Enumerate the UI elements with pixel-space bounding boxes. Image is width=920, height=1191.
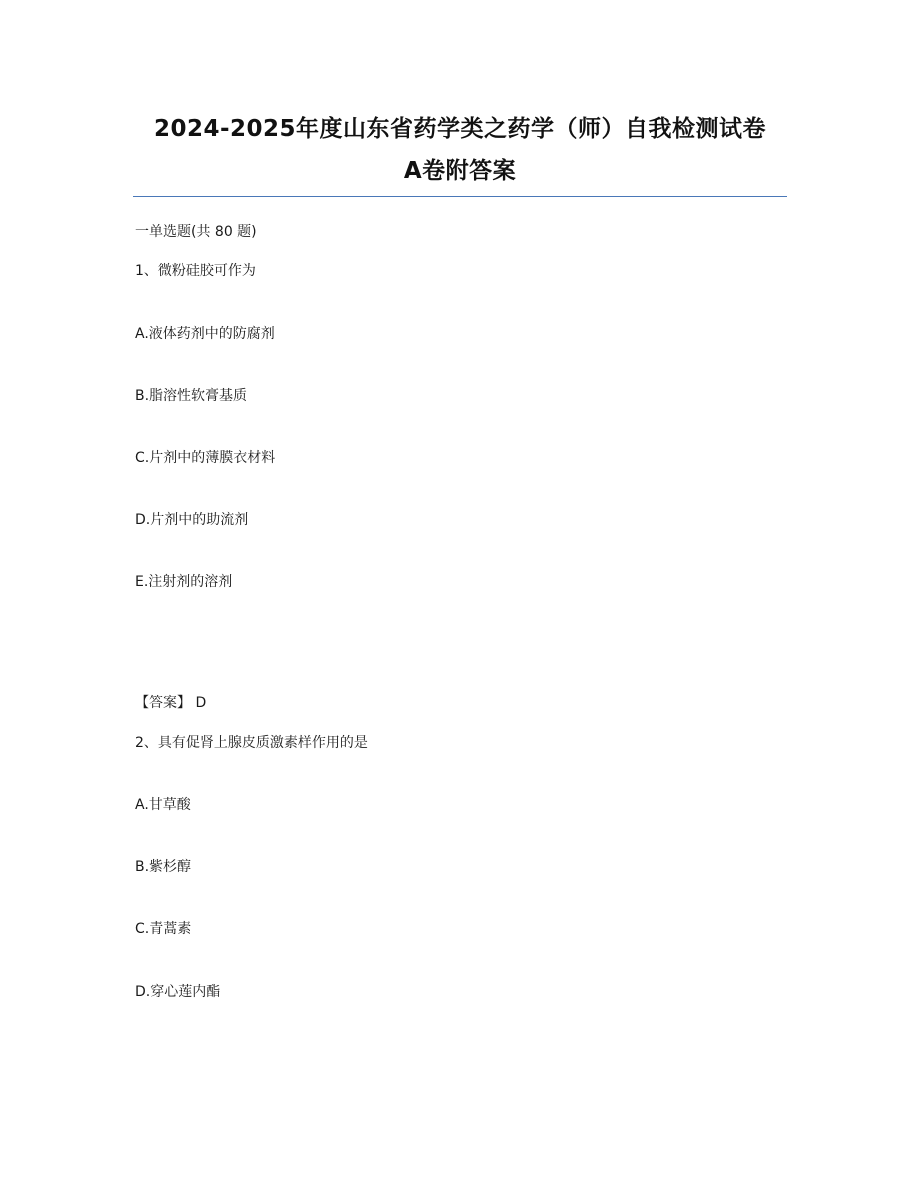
- question-2-option-b: B.紫杉醇: [135, 859, 192, 875]
- question-1-option-a: A.液体药剂中的防腐剂: [135, 326, 275, 342]
- document-title-line-2: A卷附答案: [403, 158, 517, 184]
- question-1-stem: 1、微粉硅胶可作为: [135, 263, 256, 279]
- question-1-answer: 【答案】 D: [135, 695, 207, 711]
- question-2-option-c: C.青蒿素: [135, 921, 192, 937]
- question-1-option-d: D.片剂中的助流剂: [135, 512, 249, 528]
- question-1-option-b: B.脂溶性软膏基质: [135, 388, 248, 404]
- question-1-option-e: E.注射剂的溶剂: [135, 574, 233, 590]
- question-2-stem: 2、具有促肾上腺皮质激素样作用的是: [135, 735, 368, 751]
- question-2-option-d: D.穿心莲内酯: [135, 984, 221, 1000]
- section-header: 一单选题(共 80 题): [135, 224, 257, 240]
- title-divider: [133, 196, 787, 197]
- document-title-line-1: 2024-2025年度山东省药学类之药学（师）自我检测试卷: [153, 116, 767, 142]
- question-2-option-a: A.甘草酸: [135, 797, 191, 813]
- question-1-option-c: C.片剂中的薄膜衣材料: [135, 450, 276, 466]
